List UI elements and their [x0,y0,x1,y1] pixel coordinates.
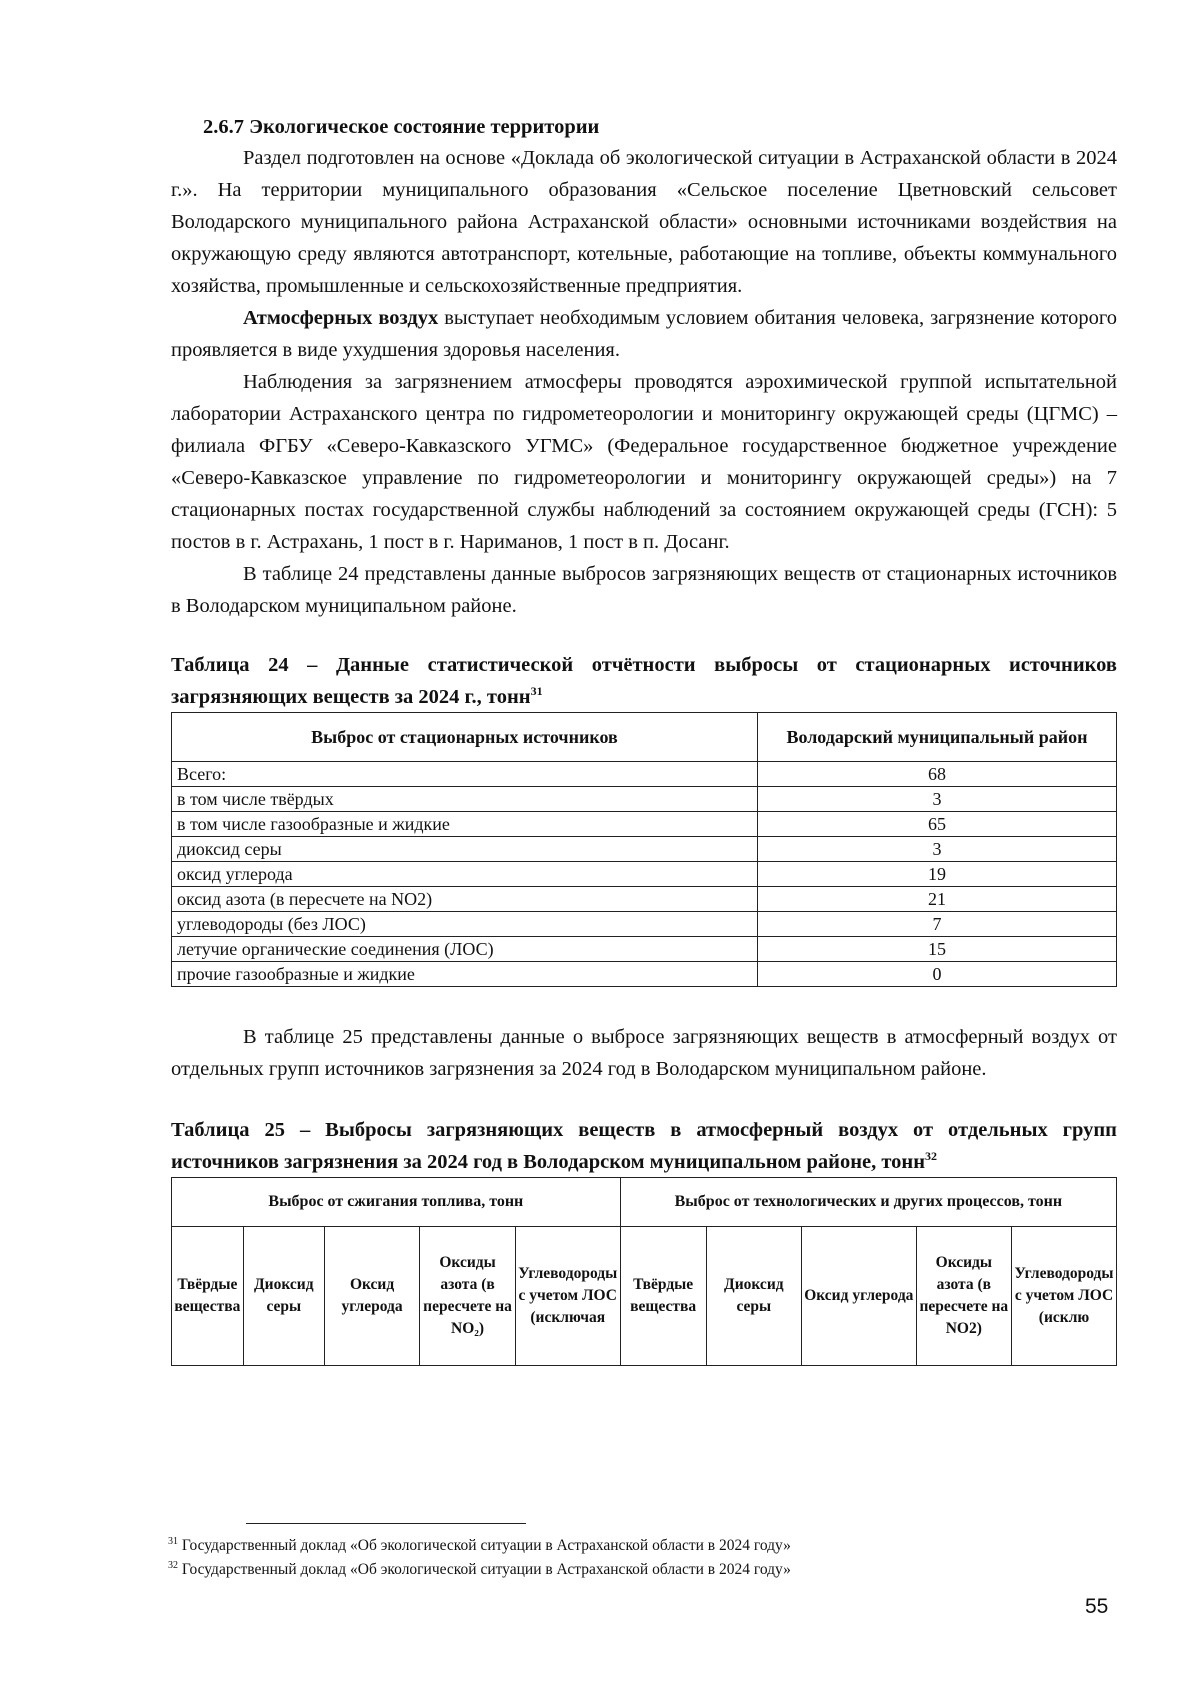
section-heading: 2.6.7 Экологическое состояние территории [203,116,600,138]
row-label: в том числе твёрдых [172,786,758,811]
footnote-number: 31 [168,1536,178,1547]
paragraph-table25-intro: В таблице 25 представлены данные о выбросе загрязняющих веществ в атмосферный воздух от отдельных групп источников загрязнения за 2024 год в Володарском муниципальном районе. [171,1025,1117,1080]
table-24 [171,712,1117,987]
row-value: 3 [757,786,1116,811]
table24-header-source: Выброс от стационарных источников [172,712,758,761]
row-label: в том числе газообразные и жидкие [172,811,758,836]
footnote-text: Государственный доклад «Об экологической ситуации в Астраханской области в 2024 году» [181,1537,791,1555]
page-content [171,112,1117,1366]
table-row [172,936,1117,961]
table-row [172,961,1117,986]
table-row [172,836,1117,861]
column-header: Диоксид серы [706,1226,801,1365]
air-bold-term: Атмосферных воздух [243,307,439,329]
row-label: оксид азота (в пересчете на NO2) [172,886,758,911]
column-header: Твёрдые вещества [620,1226,706,1365]
table24-caption [171,652,1117,710]
paragraph-observations: Наблюдения за загрязнением атмосферы проводятся аэрохимической группой испытательной лаборатории Астраханского центра по гидрометеорологии и мониторингу окружающей среды (ЦГМС) – филиала ФГБУ «Северо-Кавказского УГМС» (Федеральное государственное бюджетное учреждение «Северо-Кавказское управление по гидрометеорологии и мониторингу окружающей среды») на 7 стационарных постах государственной службы наблюдений за состоянием окружающей среды (ГСН): 5 постов в г. Астрахань, 1 пост в г. Нариманов, 1 пост в п. Досанг. [171,371,1117,553]
row-value: 3 [757,836,1116,861]
row-label: летучие органические соединения (ЛОС) [172,936,758,961]
paragraph-intro: Раздел подготовлен на основе «Доклада об экологической ситуации в Астраханской области в 2024 г.». На территории муниципального образования «Сельское поселение Цветновский сельсовет Володарского муниципального района Астраханской области» основными источниками воздействия на окружающую среду являются автотранспорт, котельные, работающие на топливе, объекты коммунального хозяйства, промышленные и сельскохозяйственные предприятия. [171,147,1117,297]
footnote-text: Государственный доклад «Об экологической ситуации в Астраханской области в 2024 году» [181,1561,791,1579]
column-header: Оксиды азота (в пересчете на NO2) [916,1226,1011,1365]
table-row [172,811,1117,836]
column-header: Углеводороды с учетом ЛОС (исклю [1012,1226,1117,1365]
paragraph-table24-intro: В таблице 24 представлены данные выбросов загрязняющих веществ от стационарных источников в Володарском муниципальном районе. [171,563,1117,617]
row-label: прочие газообразные и жидкие [172,961,758,986]
table-row [172,911,1117,936]
table24-header-district: Володарский муниципальный район [757,712,1116,761]
row-value: 7 [757,911,1116,936]
table-row [172,886,1117,911]
row-value: 21 [757,886,1116,911]
table-row [172,761,1117,786]
footnote-32 [168,1556,791,1580]
row-label: углеводороды (без ЛОС) [172,911,758,936]
row-value: 68 [757,761,1116,786]
column-header: Оксид углерода [324,1226,419,1365]
row-label: оксид углерода [172,861,758,886]
footnote-number: 32 [168,1560,178,1572]
table25-group-fuel: Выброс от сжигания топлива, тонн [172,1177,621,1226]
air-text-2: загрязнение которого проявляется в виде ухудшения здоровья населения. [171,307,1118,361]
air-text: выступает необходимым условием обитания человека, [438,307,931,329]
row-value: 15 [757,936,1116,961]
column-header: Твёрдые вещества [172,1226,244,1365]
table25-group-row [172,1177,1117,1226]
column-header: Оксид углерода [802,1226,917,1365]
table-25 [171,1177,1117,1366]
footnote-separator [246,1523,526,1524]
table25-caption [171,1117,1117,1175]
row-value: 19 [757,861,1116,886]
table24-caption-text: Таблица 24 – Данные статистической отчётности выбросы от стационарных источников загрязняющих веществ за 2024 г., тонн [171,654,1117,708]
column-header: Углеводороды с учетом ЛОС (исключая [515,1226,620,1365]
row-label: диоксид серы [172,836,758,861]
table25-caption-text: Таблица 25 – Выбросы загрязняющих веществ в атмосферный воздух от отдельных групп источников загрязнения за 2024 год в Володарском муниципальном районе, тонн [171,1118,1117,1173]
footnote-31 [168,1532,791,1556]
row-label: Всего: [172,761,758,786]
column-header: Оксиды азота (в пересчете на NO₂) [420,1226,515,1365]
table25-column-row [172,1226,1117,1365]
row-value: 65 [757,811,1116,836]
page-number: 55 [1085,1595,1109,1618]
table25-group-process: Выброс от технологических и других процессов, тонн [620,1177,1116,1226]
footnote-ref-31[interactable]: 31 [530,684,543,698]
footnote-ref-32[interactable]: 32 [925,1148,938,1163]
table24-header-row [172,712,1117,761]
paragraph-air [171,302,1117,366]
row-value: 0 [757,961,1116,986]
table-row [172,861,1117,886]
footnotes [168,1532,791,1580]
table-row [172,786,1117,811]
column-header: Диоксид серы [243,1226,324,1365]
